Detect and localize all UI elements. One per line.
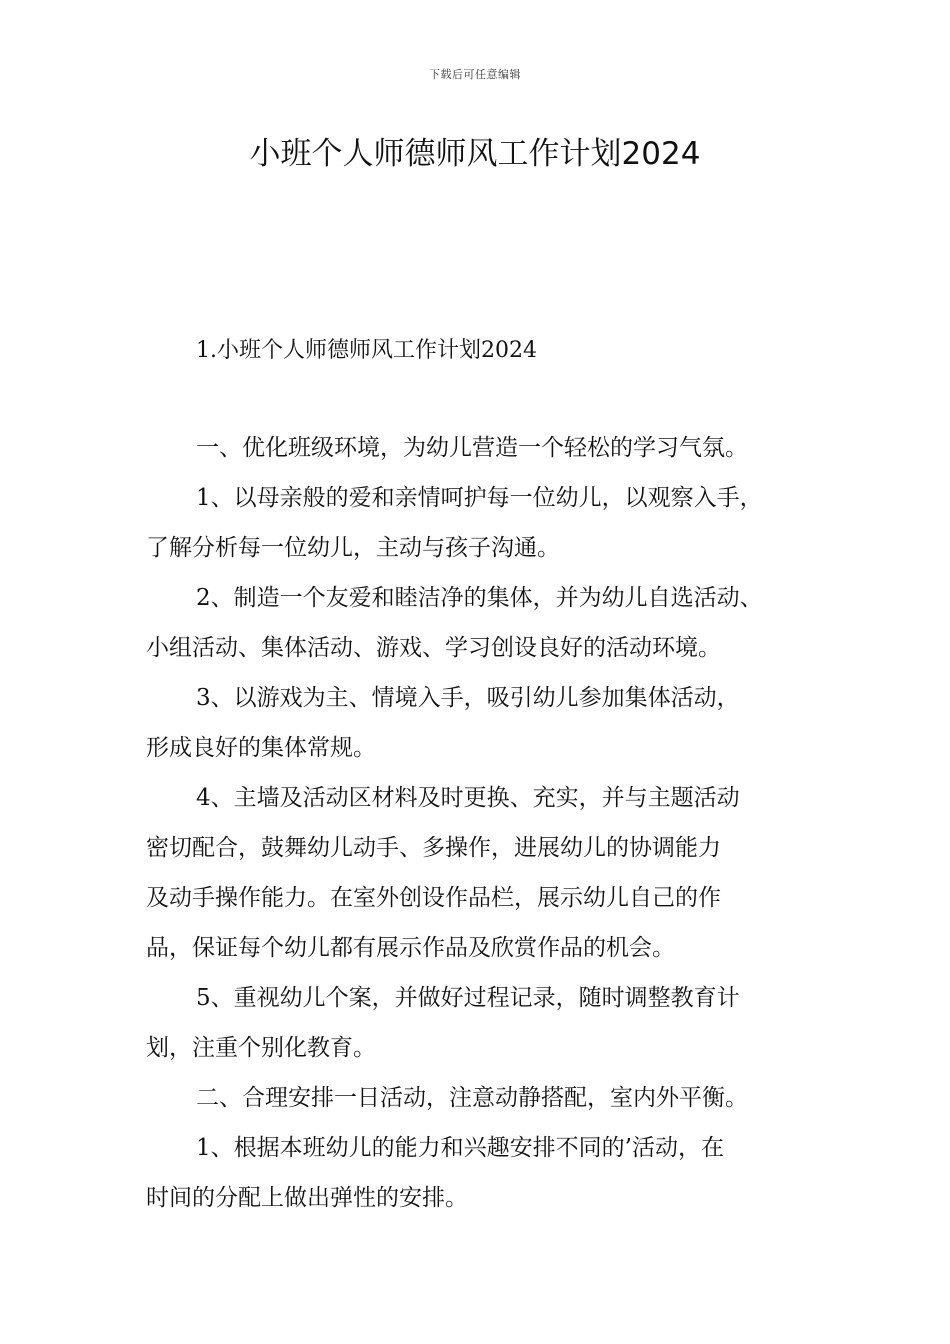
header-note: 下载后可任意编辑 [429,68,521,81]
body-line: 密切配合，鼓舞幼儿动手、多操作，进展幼儿的协调能力 [146,835,721,861]
body-line: 3、以游戏为主、情境入手，吸引幼儿参加集体活动， [196,685,740,711]
body-line: 5、重视幼儿个案，并做好过程记录，随时调整教育计 [196,985,740,1011]
body-line: 形成良好的集体常规。 [146,735,376,761]
body-line: 1、根据本班幼儿的能力和兴趣安排不同的’活动，在 [196,1135,724,1161]
body-line: 一、优化班级环境，为幼儿营造一个轻松的学习气氛。 [196,435,748,461]
section-heading: 1.小班个人师德师风工作计划2024 [196,338,537,363]
body-line: 1、以母亲般的爱和亲情呵护每一位幼儿，以观察入手， [196,485,763,511]
body-line: 品，保证每个幼儿都有展示作品及欣赏作品的机会。 [146,935,675,961]
body-line: 时间的分配上做出弹性的安排。 [146,1185,468,1211]
body-line: 小组活动、集体活动、游戏、学习创设良好的活动环境。 [146,635,721,661]
body-line: 4、主墙及活动区材料及时更换、充实，并与主题活动 [196,785,740,811]
body-line: 二、合理安排一日活动，注意动静搭配，室内外平衡。 [196,1085,748,1111]
body-text [146,423,836,1223]
body-line: 2、制造一个友爱和睦洁净的集体，并为幼儿自选活动、 [196,585,763,611]
body-line: 了解分析每一位幼儿，主动与孩子沟通。 [146,535,560,561]
body-line: 及动手操作能力。在室外创设作品栏，展示幼儿自己的作 [146,885,721,911]
body-line: 划，注重个别化教育。 [146,1035,376,1061]
document-title: 小班个人师德师风工作计划2024 [249,136,701,172]
